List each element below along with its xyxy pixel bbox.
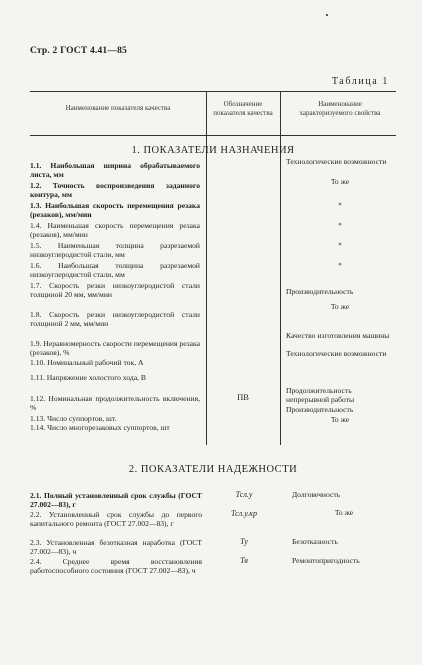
row-2-1-property: Долговечность (292, 490, 341, 499)
row-1-4-property: » (338, 219, 342, 228)
table-top-rule (30, 91, 396, 92)
table-header-rule (30, 135, 396, 136)
row-1-10-property: Технологические возможности (286, 349, 387, 358)
row-1-12-name: 1.12. Номинальная продолжительность включения, % (30, 394, 200, 413)
row-1-5-property: » (338, 239, 342, 248)
row-1-10-name: 1.10. Номинальный рабочий ток, А (30, 358, 144, 367)
row-2-4-name: 2.4. Среднее время восстановления работоспособного состояния (ГОСТ 27.002—83), ч (30, 557, 202, 576)
row-1-3-property: » (338, 199, 342, 208)
row-2-4-designation: Тв (240, 556, 248, 565)
row-2-3-property: Безотказность (292, 537, 338, 546)
row-2-3-designation: Ту (240, 537, 248, 546)
col-header-designation: Обозначение показателя качества (213, 100, 273, 117)
section-1-title: 1. ПОКАЗАТЕЛИ НАЗНАЧЕНИЯ (131, 145, 295, 156)
row-1-9-name: 1.9. Неравномерность скорости перемещения резака (резаков), % (30, 339, 200, 358)
row-1-4-name: 1.4. Наименьшая скорость перемещения резака (резаков), мм/мин (30, 221, 200, 240)
row-1-13-property: Производительность (286, 405, 354, 414)
row-1-5-name: 1.5. Наименьшая толщина разрезаемой низкоуглеродистой стали, мм (30, 241, 200, 260)
row-1-7-name: 1.7. Скорость резки низкоуглеродистой стали толщиной 20 мм, мм/мин (30, 281, 200, 300)
row-1-12-designation: ПВ (237, 392, 249, 402)
row-1-6-name: 1.6. Наибольшая толщина разрезаемой низкоуглеродистой стали, мм (30, 261, 200, 280)
row-1-3-name: 1.3. Наибольшая скорость перемещения резака (резаков), мм/мин (30, 201, 200, 220)
row-1-14-property: То же (330, 415, 350, 424)
table-1 (30, 91, 396, 445)
row-1-7-property: Производительность (286, 287, 354, 296)
col-header-property: Наименование характеризуемого свойства (299, 100, 381, 117)
row-1-11-name: 1.11. Напряжение холостого хода, В (30, 373, 146, 382)
row-1-8-property: То же (330, 302, 350, 311)
row-2-1-designation: Тсл.у (235, 490, 253, 499)
col-header-name: Наименование показателя качества (65, 104, 171, 112)
row-1-6-property: » (338, 259, 342, 268)
row-1-2-property: То же (330, 177, 350, 186)
row-2-2-name: 2.2. Установленный срок службы до первого капитального ремонта (ГОСТ 27.002—83), г (30, 510, 202, 529)
row-1-13-name: 1.13. Число суппортов, шт. (30, 414, 117, 423)
row-1-1-property: Технологические возможности (286, 157, 387, 166)
row-2-2-designation: Тсл.у.кр (231, 509, 257, 518)
table-caption: Таблица 1 (331, 76, 389, 87)
row-2-2-property: То же (334, 508, 354, 517)
row-1-14-name: 1.14. Число многорезаковых суппортов, шт (30, 423, 170, 432)
row-1-12-property: Продолжительность непрерывной работы (286, 386, 355, 405)
row-1-2-name: 1.2. Точность воспроизведения заданного контура, мм (30, 181, 200, 200)
row-2-1-name: 2.1. Полный установленный срок службы (ГОСТ 27.002—83), г (30, 491, 202, 510)
row-2-4-property: Ремонтопригодность (292, 556, 360, 565)
section-2-title: 2. ПОКАЗАТЕЛИ НАДЕЖНОСТИ (128, 464, 298, 475)
page-header: Стр. 2 ГОСТ 4.41—85 (30, 46, 127, 56)
row-2-3-name: 2.3. Установленная безотказная наработка (ГОСТ 27.002—83), ч (30, 538, 202, 557)
row-1-9-property: Качество изготовления машины (286, 331, 390, 340)
row-1-1-name: 1.1. Наибольшая ширина обрабатываемого листа, мм (30, 161, 200, 180)
row-1-8-name: 1.8. Скорость резки низкоуглеродистой стали толщиной 2 мм, мм/мин (30, 310, 200, 329)
scan-speck (326, 14, 328, 16)
